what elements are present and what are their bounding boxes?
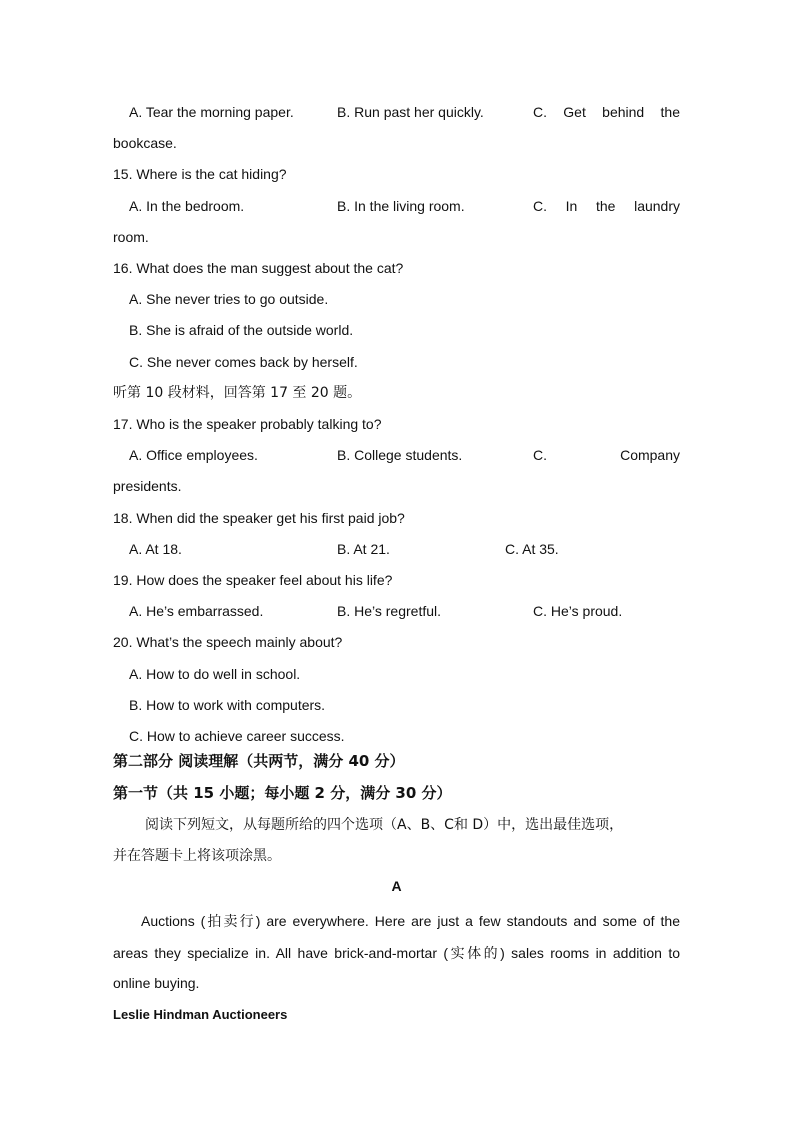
q15-option-a: A. In the bedroom. — [129, 198, 245, 214]
q16-option-a: A. She never tries to go outside. — [129, 291, 329, 307]
q17-option-c-word: C. — [533, 447, 547, 463]
q18-stem: 18. When did the speaker get his first paid job? — [113, 510, 405, 526]
passage-label: A — [391, 878, 402, 894]
q15-option-c-word: laundry — [634, 198, 680, 214]
q19-option-c: C. He’s proud. — [533, 603, 623, 619]
q14-option-a: A. Tear the morning paper. — [129, 104, 294, 120]
q17-option-c — [533, 445, 680, 465]
q17-stem: 17. Who is the speaker probably talking to? — [113, 416, 382, 432]
section1-heading: 第一节（共 15 小题；每小题 2 分，满分 30 分） — [113, 784, 452, 802]
q16-option-c: C. She never comes back by herself. — [129, 354, 358, 370]
q20-option-c: C. How to achieve career success. — [129, 728, 345, 744]
q20-option-b: B. How to work with computers. — [129, 697, 326, 713]
q14-option-c-word: the — [660, 104, 680, 120]
q17-option-c-word: Company — [620, 447, 680, 463]
q15-stem: 15. Where is the cat hiding? — [113, 166, 287, 182]
q14-option-c-word: C. — [533, 104, 547, 120]
q15-option-c-word: the — [595, 198, 616, 214]
q20-stem: 20. What’s the speech mainly about? — [113, 634, 343, 650]
q15-option-c — [533, 196, 680, 216]
q14-option-b: B. Run past her quickly. — [337, 104, 484, 120]
q14-option-c-word: behind — [602, 104, 645, 120]
passage-line: online buying. — [113, 975, 200, 991]
q17-option-c-continuation: presidents. — [113, 478, 182, 494]
q15-option-c-word: In — [565, 198, 578, 214]
q14-option-c-word: Get — [563, 104, 586, 120]
listening-instruction-10: 听第 10 段材料，回答第 17 至 20 题。 — [113, 385, 362, 401]
q17-option-a: A. Office employees. — [129, 447, 258, 463]
q18-option-a: A. At 18. — [129, 541, 182, 557]
reading-instruction-line2: 并在答题卡上将该项涂黑。 — [113, 848, 281, 864]
q14-option-c-continuation: bookcase. — [113, 135, 177, 151]
q19-stem: 19. How does the speaker feel about his life? — [113, 572, 393, 588]
q15-option-b: B. In the living room. — [337, 198, 465, 214]
reading-instruction-line1: 阅读下列短文，从每题所给的四个选项（A、B、C和 D）中，选出最佳选项， — [145, 817, 624, 833]
q15-option-c-word: C. — [533, 198, 547, 214]
q19-option-a: A. He’s embarrassed. — [129, 603, 264, 619]
part2-heading: 第二部分 阅读理解（共两节，满分 40 分） — [113, 752, 405, 770]
q18-option-c: C. At 35. — [505, 541, 559, 557]
q20-option-a: A. How to do well in school. — [129, 666, 301, 682]
q16-option-b: B. She is afraid of the outside world. — [129, 322, 354, 338]
passage-line: areas they specialize in. All have brick-and-mortar (实体的) sales rooms in addition to — [113, 945, 680, 961]
q18-option-b: B. At 21. — [337, 541, 390, 557]
q15-option-c-continuation: room. — [113, 229, 149, 245]
q17-option-b: B. College students. — [337, 447, 463, 463]
q19-option-b: B. He’s regretful. — [337, 603, 442, 619]
auctioneer-subheading: Leslie Hindman Auctioneers — [113, 1007, 288, 1022]
passage-line: Auctions (拍卖行) are everywhere. Here are just a few standouts and some of the — [141, 913, 680, 929]
q14-option-c — [533, 102, 680, 122]
q16-stem: 16. What does the man suggest about the cat? — [113, 260, 404, 276]
